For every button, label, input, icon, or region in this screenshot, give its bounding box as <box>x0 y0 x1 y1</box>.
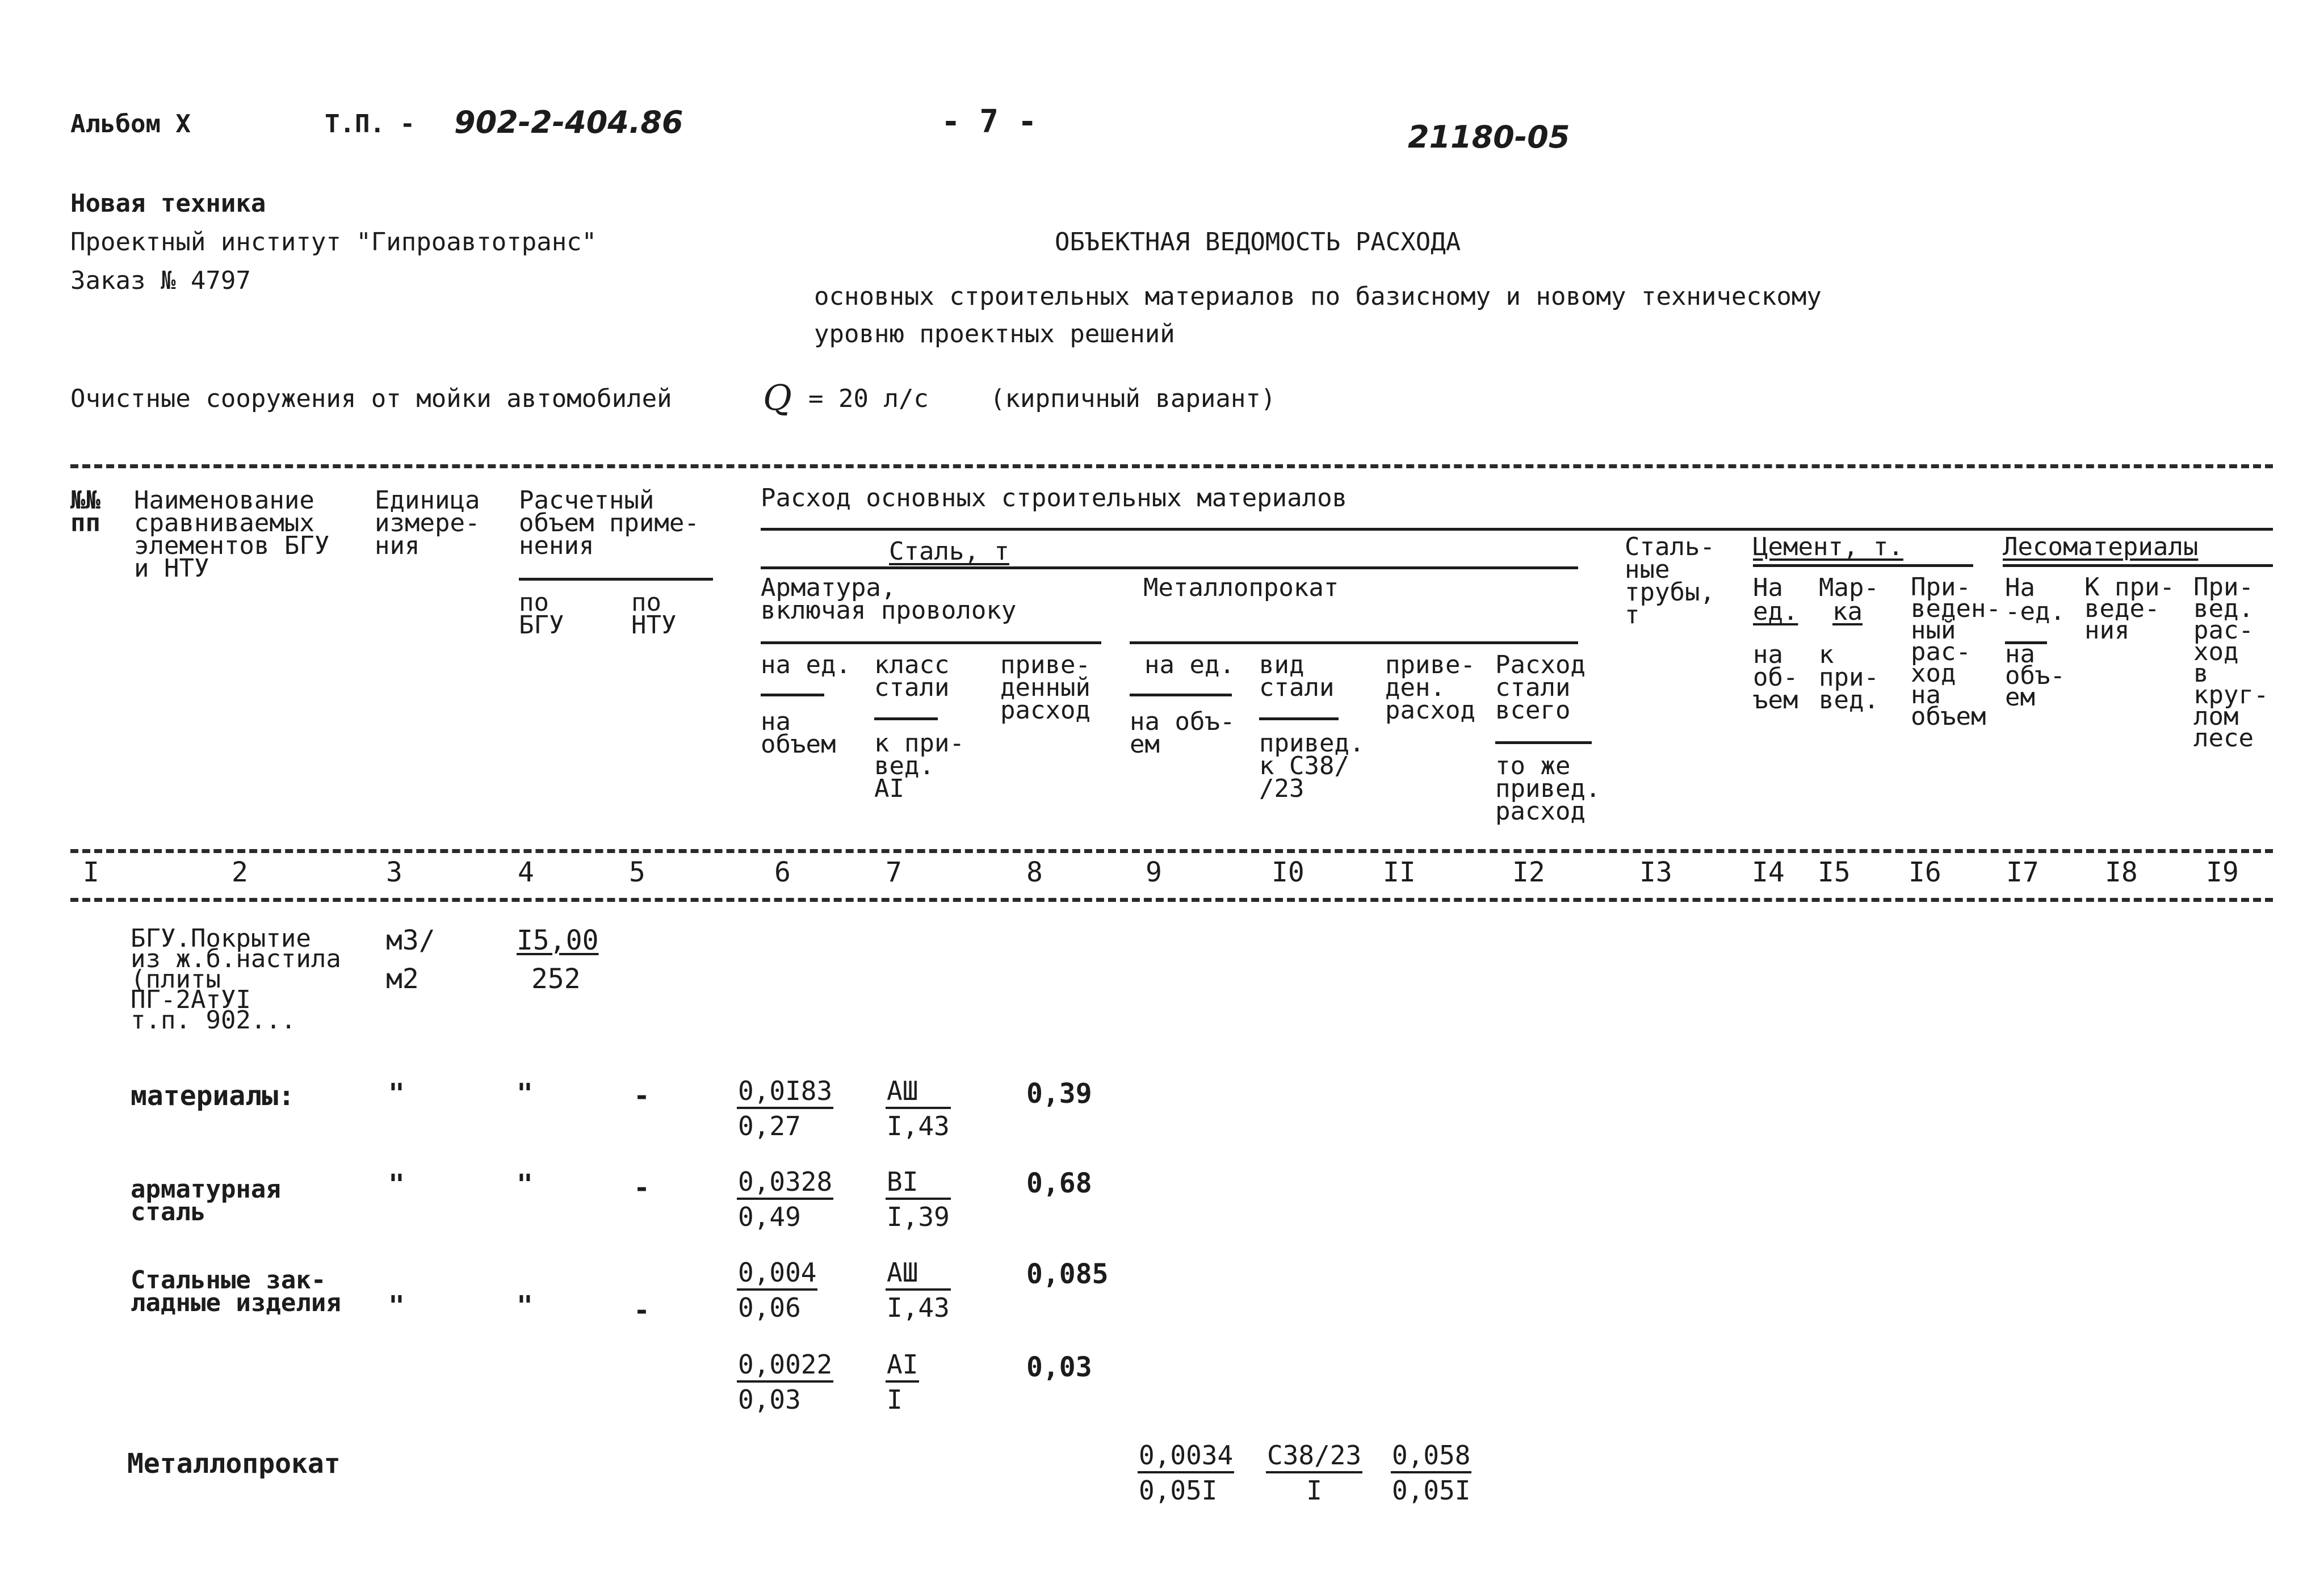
column-number: I4 <box>1752 856 1785 888</box>
column-number: I9 <box>2206 856 2239 888</box>
row4-armature-fraction <box>737 1351 833 1413</box>
row-arm-steel-label: арматурная сталь <box>131 1175 281 1227</box>
ditto-mark: " <box>517 1078 533 1110</box>
row-bgu-unit-2: м2 <box>386 963 419 995</box>
row5-reduced-fraction <box>1391 1442 1471 1504</box>
row4-coefficient: I <box>887 1384 903 1415</box>
timber-na: На <box>2005 573 2035 602</box>
column-number: I8 <box>2105 856 2138 888</box>
column-number: I7 <box>2006 856 2039 888</box>
cement-ka: ка <box>1832 597 1863 626</box>
row3-arm-per-volume: 0,06 <box>738 1292 801 1323</box>
col-header-cement: Цемент, т. <box>1753 532 1903 561</box>
ditto-mark: " <box>388 1078 405 1110</box>
col-header-po-ntu: по НТУ <box>631 588 677 640</box>
tp-label: Т.П. - <box>325 110 415 138</box>
column-number: II <box>1383 856 1416 888</box>
ditto-mark: " <box>388 1169 405 1200</box>
col-header-timber: Лесоматериалы <box>2003 532 2199 561</box>
row1-steel-class: АШ <box>886 1077 951 1109</box>
column-number: I6 <box>1908 856 1941 888</box>
colnum-top-rule <box>70 849 2273 853</box>
armature-rule <box>761 641 1101 644</box>
col-header-priv-rashod: приве- денный расход <box>1000 650 1090 725</box>
dash-mark: - <box>634 1295 650 1326</box>
col-header-na-ed: на ед. <box>761 650 851 679</box>
order-number: Заказ № 4797 <box>70 266 251 295</box>
row2-arm-per-unit: 0,0328 <box>737 1168 833 1200</box>
total-rule <box>1495 741 1592 744</box>
column-number: 8 <box>1026 856 1043 888</box>
row4-steel-class: AI <box>886 1351 919 1383</box>
variant-label: (кирпичный вариант) <box>990 384 1276 413</box>
col-header-rolled: Металлопрокат <box>1143 573 1339 602</box>
flow-value: = 20 л/с <box>808 384 929 413</box>
row-materials-label: материалы: <box>131 1080 295 1112</box>
row5-rolled-per-unit: 0,0034 <box>1138 1442 1234 1473</box>
col-header-na-obem-2: на объ- ем <box>1130 707 1235 759</box>
row1-arm-per-unit: 0,0I83 <box>737 1077 833 1109</box>
cement-priv-rashod: При- веден- ный рас- ход на объем <box>1911 573 2001 731</box>
timber-rule <box>2003 564 2273 567</box>
row3-coefficient: I,43 <box>887 1292 950 1323</box>
row2-armature-fraction <box>737 1168 833 1230</box>
column-number: I0 <box>1272 856 1304 888</box>
na-ed-2-rule <box>1130 694 1232 696</box>
col-header-vid: вид стали <box>1259 650 1335 702</box>
col-header-pipes: Сталь- ные трубы, т <box>1625 532 1715 629</box>
colnum-bottom-rule <box>70 898 2273 902</box>
column-number: 7 <box>886 856 902 888</box>
org-line-2: Проектный институт "Гипроавтотранс" <box>70 228 597 257</box>
volume-rule <box>519 578 713 581</box>
document-title: ОБЪЕКТНАЯ ВЕДОМОСТЬ РАСХОДА <box>1055 228 1461 257</box>
col-header-po-bgu: по БГУ <box>519 588 564 640</box>
column-number: 5 <box>629 856 645 888</box>
row4-arm-per-unit: 0,0022 <box>737 1351 833 1383</box>
row3-arm-per-unit: 0,004 <box>737 1259 817 1291</box>
row5-reduced-consumption: 0,058 <box>1391 1442 1471 1473</box>
column-number: 2 <box>232 856 248 888</box>
col-header-priv-2: приве- ден. расход <box>1385 650 1475 725</box>
row3-steel-class: АШ <box>886 1259 951 1291</box>
row-embedded-label: Стальные зак- ладные изделия <box>131 1266 341 1317</box>
row3-reduced-consumption: 0,085 <box>1026 1258 1109 1290</box>
row1-arm-per-volume: 0,27 <box>738 1111 801 1141</box>
vid-rule <box>1259 717 1339 720</box>
rolled-rule <box>1130 641 1578 644</box>
object-name: Очистные сооружения от мойки автомобилей <box>70 384 672 413</box>
row-bgu-unit-1: м3/ <box>386 925 435 956</box>
cement-rule <box>1753 564 1973 567</box>
col-header-same: то же привед. расход <box>1495 751 1601 826</box>
org-line-1: Новая техника <box>70 189 266 218</box>
timber-na-obem: на объ- ем <box>2005 640 2065 712</box>
row2-steel-class: BI <box>886 1168 951 1200</box>
row-bgu-volume-2: 252 <box>531 963 581 995</box>
col-header-klass: класс стали <box>874 650 950 702</box>
row1-coefficient: I,43 <box>887 1111 950 1141</box>
column-number: 6 <box>774 856 791 888</box>
consumption-rule <box>761 528 2273 531</box>
column-number: I2 <box>1512 856 1545 888</box>
row5-steel-type: С38/23 <box>1266 1442 1362 1473</box>
row4-reduced-consumption: 0,03 <box>1026 1351 1092 1383</box>
column-number: I <box>83 856 99 888</box>
row1-class-fraction <box>886 1077 951 1140</box>
table-top-rule <box>70 464 2273 468</box>
album-label: Альбом Х <box>70 110 191 138</box>
row-bgu-name: БГУ.Покрытие из ж.б.настила (плиты ПГ-2АтУI т.п. 902... <box>131 924 341 1035</box>
row1-reduced-consumption: 0,39 <box>1026 1078 1092 1110</box>
column-number: 9 <box>1146 856 1162 888</box>
row-rolled-label: Металлопрокат <box>127 1448 341 1480</box>
col-header-total: Расход стали всего <box>1495 650 1585 725</box>
timber-priv-rashod: При- вед. рас- ход в круг- лом лесе <box>2193 573 2269 753</box>
col-header-na-ed-2: на ед. <box>1144 650 1235 679</box>
col-header-name: Наименование сравниваемых элементов БГУ и НТУ <box>134 486 330 583</box>
cement-ed: ед. <box>1753 597 1798 626</box>
col-header-privedC: привед. к С38/ /23 <box>1259 729 1365 803</box>
ditto-mark: " <box>517 1169 533 1200</box>
row5-type-fraction <box>1266 1442 1362 1504</box>
flow-symbol: Q <box>763 377 792 418</box>
row5-rolled-per-volume: 0,05I <box>1139 1475 1218 1506</box>
tp-number-handwritten: 902-2-404.86 <box>454 104 683 140</box>
row3-armature-fraction <box>737 1259 817 1321</box>
col-header-steel: Сталь, т <box>889 537 1009 566</box>
timber-k-priv: К при- веде- ния <box>2084 573 2175 645</box>
timber-ed: -ед. <box>2005 597 2065 626</box>
row5-coefficient: I <box>1306 1475 1322 1506</box>
row2-arm-per-volume: 0,49 <box>738 1202 801 1232</box>
row-bgu-volume-1: I5,00 <box>517 925 599 956</box>
row2-reduced-consumption: 0,68 <box>1026 1167 1092 1199</box>
column-number: 3 <box>386 856 402 888</box>
col-header-unit: Единица измере- ния <box>375 486 480 560</box>
row3-class-fraction <box>886 1259 951 1321</box>
dash-mark: - <box>634 1080 650 1112</box>
row2-coefficient: I,39 <box>887 1202 950 1232</box>
col-header-na-obem: на объем <box>761 707 836 759</box>
col-header-armature: Арматура, включая проволоку <box>761 573 1017 625</box>
cement-k-priv: к при- вед. <box>1819 640 1879 715</box>
col-header-k-pri: к при- вед. AI <box>874 729 964 803</box>
row2-class-fraction <box>886 1168 951 1230</box>
document-code: 21180-05 <box>1408 119 1570 155</box>
dash-mark: - <box>634 1172 650 1204</box>
na-ed-rule <box>761 694 824 696</box>
col-header-consumption: Расход основных строительных материалов <box>761 484 1348 513</box>
column-number: I5 <box>1818 856 1851 888</box>
row5-reduced-volume: 0,05I <box>1392 1475 1471 1506</box>
cement-na: На <box>1753 573 1783 602</box>
document-subtitle-1: основных строительных материалов по базисному и новому техническому <box>814 282 1822 311</box>
cement-na-obem: на об- ъем <box>1753 640 1798 715</box>
klass-rule <box>874 717 938 720</box>
row4-class-fraction <box>886 1351 919 1413</box>
col-header-no: №№ пп <box>70 486 100 537</box>
col-header-volume: Расчетный объем приме- нения <box>519 486 699 560</box>
ditto-mark: " <box>517 1290 533 1322</box>
cement-mar: Мар- <box>1819 573 1879 602</box>
row5-rolled-fraction <box>1138 1442 1234 1504</box>
document-subtitle-2: уровню проектных решений <box>814 320 1175 348</box>
steel-rule <box>761 566 1578 569</box>
page-number: - 7 - <box>941 103 1037 140</box>
row1-armature-fraction <box>737 1077 833 1140</box>
column-number: I3 <box>1639 856 1672 888</box>
row4-arm-per-volume: 0,03 <box>738 1384 801 1415</box>
column-number: 4 <box>518 856 534 888</box>
ditto-mark: " <box>388 1290 405 1322</box>
